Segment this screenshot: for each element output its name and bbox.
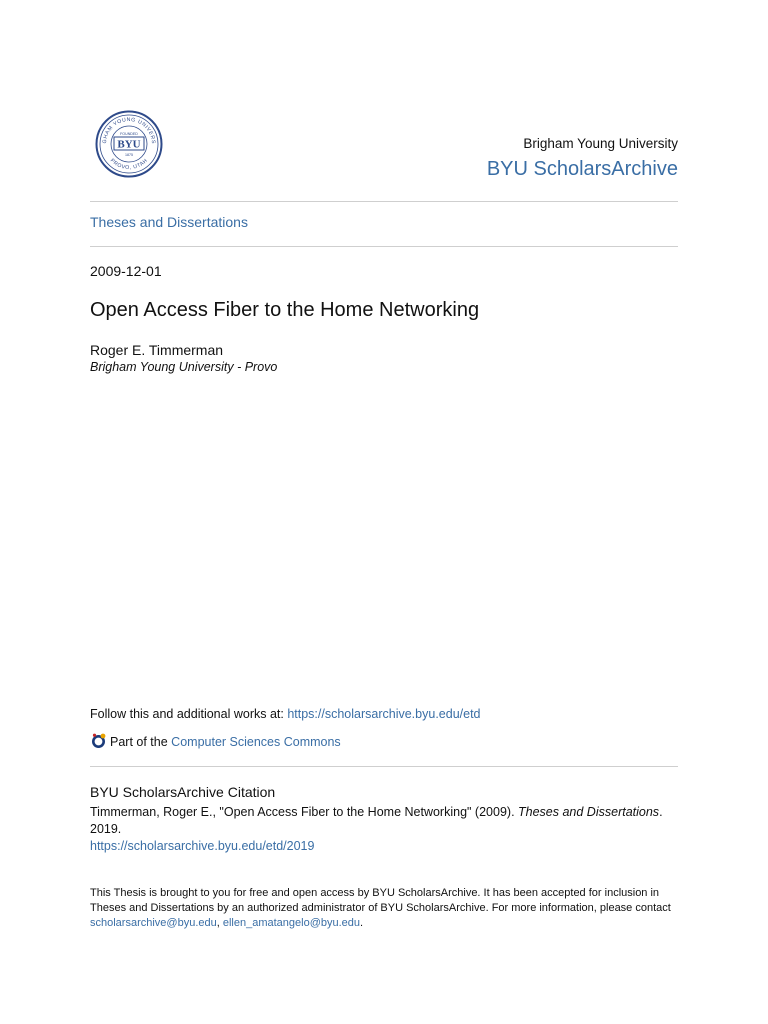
publication-date: 2009-12-01	[90, 263, 162, 279]
citation-text	[90, 804, 680, 855]
network-icon	[90, 732, 110, 752]
follow-prefix: Follow this and additional works at:	[90, 707, 288, 721]
byu-seal-icon	[95, 110, 163, 178]
citation-series: Theses and Dissertations	[518, 805, 660, 819]
etd-link[interactable]: https://scholarsarchive.byu.edu/etd	[287, 707, 481, 721]
divider	[90, 201, 678, 202]
citation-text-start: Timmerman, Roger E., "Open Access Fiber to the Home Networking" (2009).	[90, 805, 519, 819]
email-link-scholarsarchive[interactable]: scholarsarchive@byu.edu	[90, 917, 217, 929]
seal-center-text: BYU	[117, 138, 141, 151]
seal-inner-bottom: 1875	[125, 153, 133, 157]
document-title: Open Access Fiber to the Home Networking	[90, 299, 480, 321]
citation-heading: BYU ScholarsArchive Citation	[90, 784, 276, 800]
computer-sciences-commons-link[interactable]: Computer Sciences Commons	[171, 735, 341, 749]
access-notice-text: This Thesis is brought to you for free and open access by BYU ScholarsArchive. It has been accepted for inclusion in Theses and Dissertations by an authorized administrator of BYU ScholarsArchive. For more information, please contact	[90, 887, 671, 914]
access-notice-end: .	[360, 917, 364, 929]
divider	[90, 246, 678, 247]
part-of-prefix: Part of the	[110, 735, 168, 749]
access-notice	[90, 886, 680, 931]
follow-line	[90, 707, 481, 721]
divider	[90, 766, 678, 767]
citation-text-end: . 2019.	[90, 805, 663, 836]
author-name: Roger E. Timmerman	[90, 342, 224, 358]
seal-ring-top: GHAM YOUNG UNIVERS	[101, 116, 157, 145]
seal-inner-top: FOUNDED	[120, 132, 138, 136]
email-link-ellen[interactable]: ellen_amatangelo@byu.edu	[222, 917, 361, 929]
university-name: Brigham Young University	[523, 136, 678, 151]
seal-ring-bottom: PROVO, UTAH	[108, 157, 150, 172]
citation-url-link[interactable]: https://scholarsarchive.byu.edu/etd/2019	[90, 839, 315, 853]
email-separator: ,	[216, 917, 223, 929]
series-link[interactable]: Theses and Dissertations	[90, 214, 248, 230]
part-of-line	[90, 732, 341, 752]
scholarsarchive-link[interactable]: BYU ScholarsArchive	[486, 158, 678, 180]
author-affiliation: Brigham Young University - Provo	[90, 360, 278, 374]
